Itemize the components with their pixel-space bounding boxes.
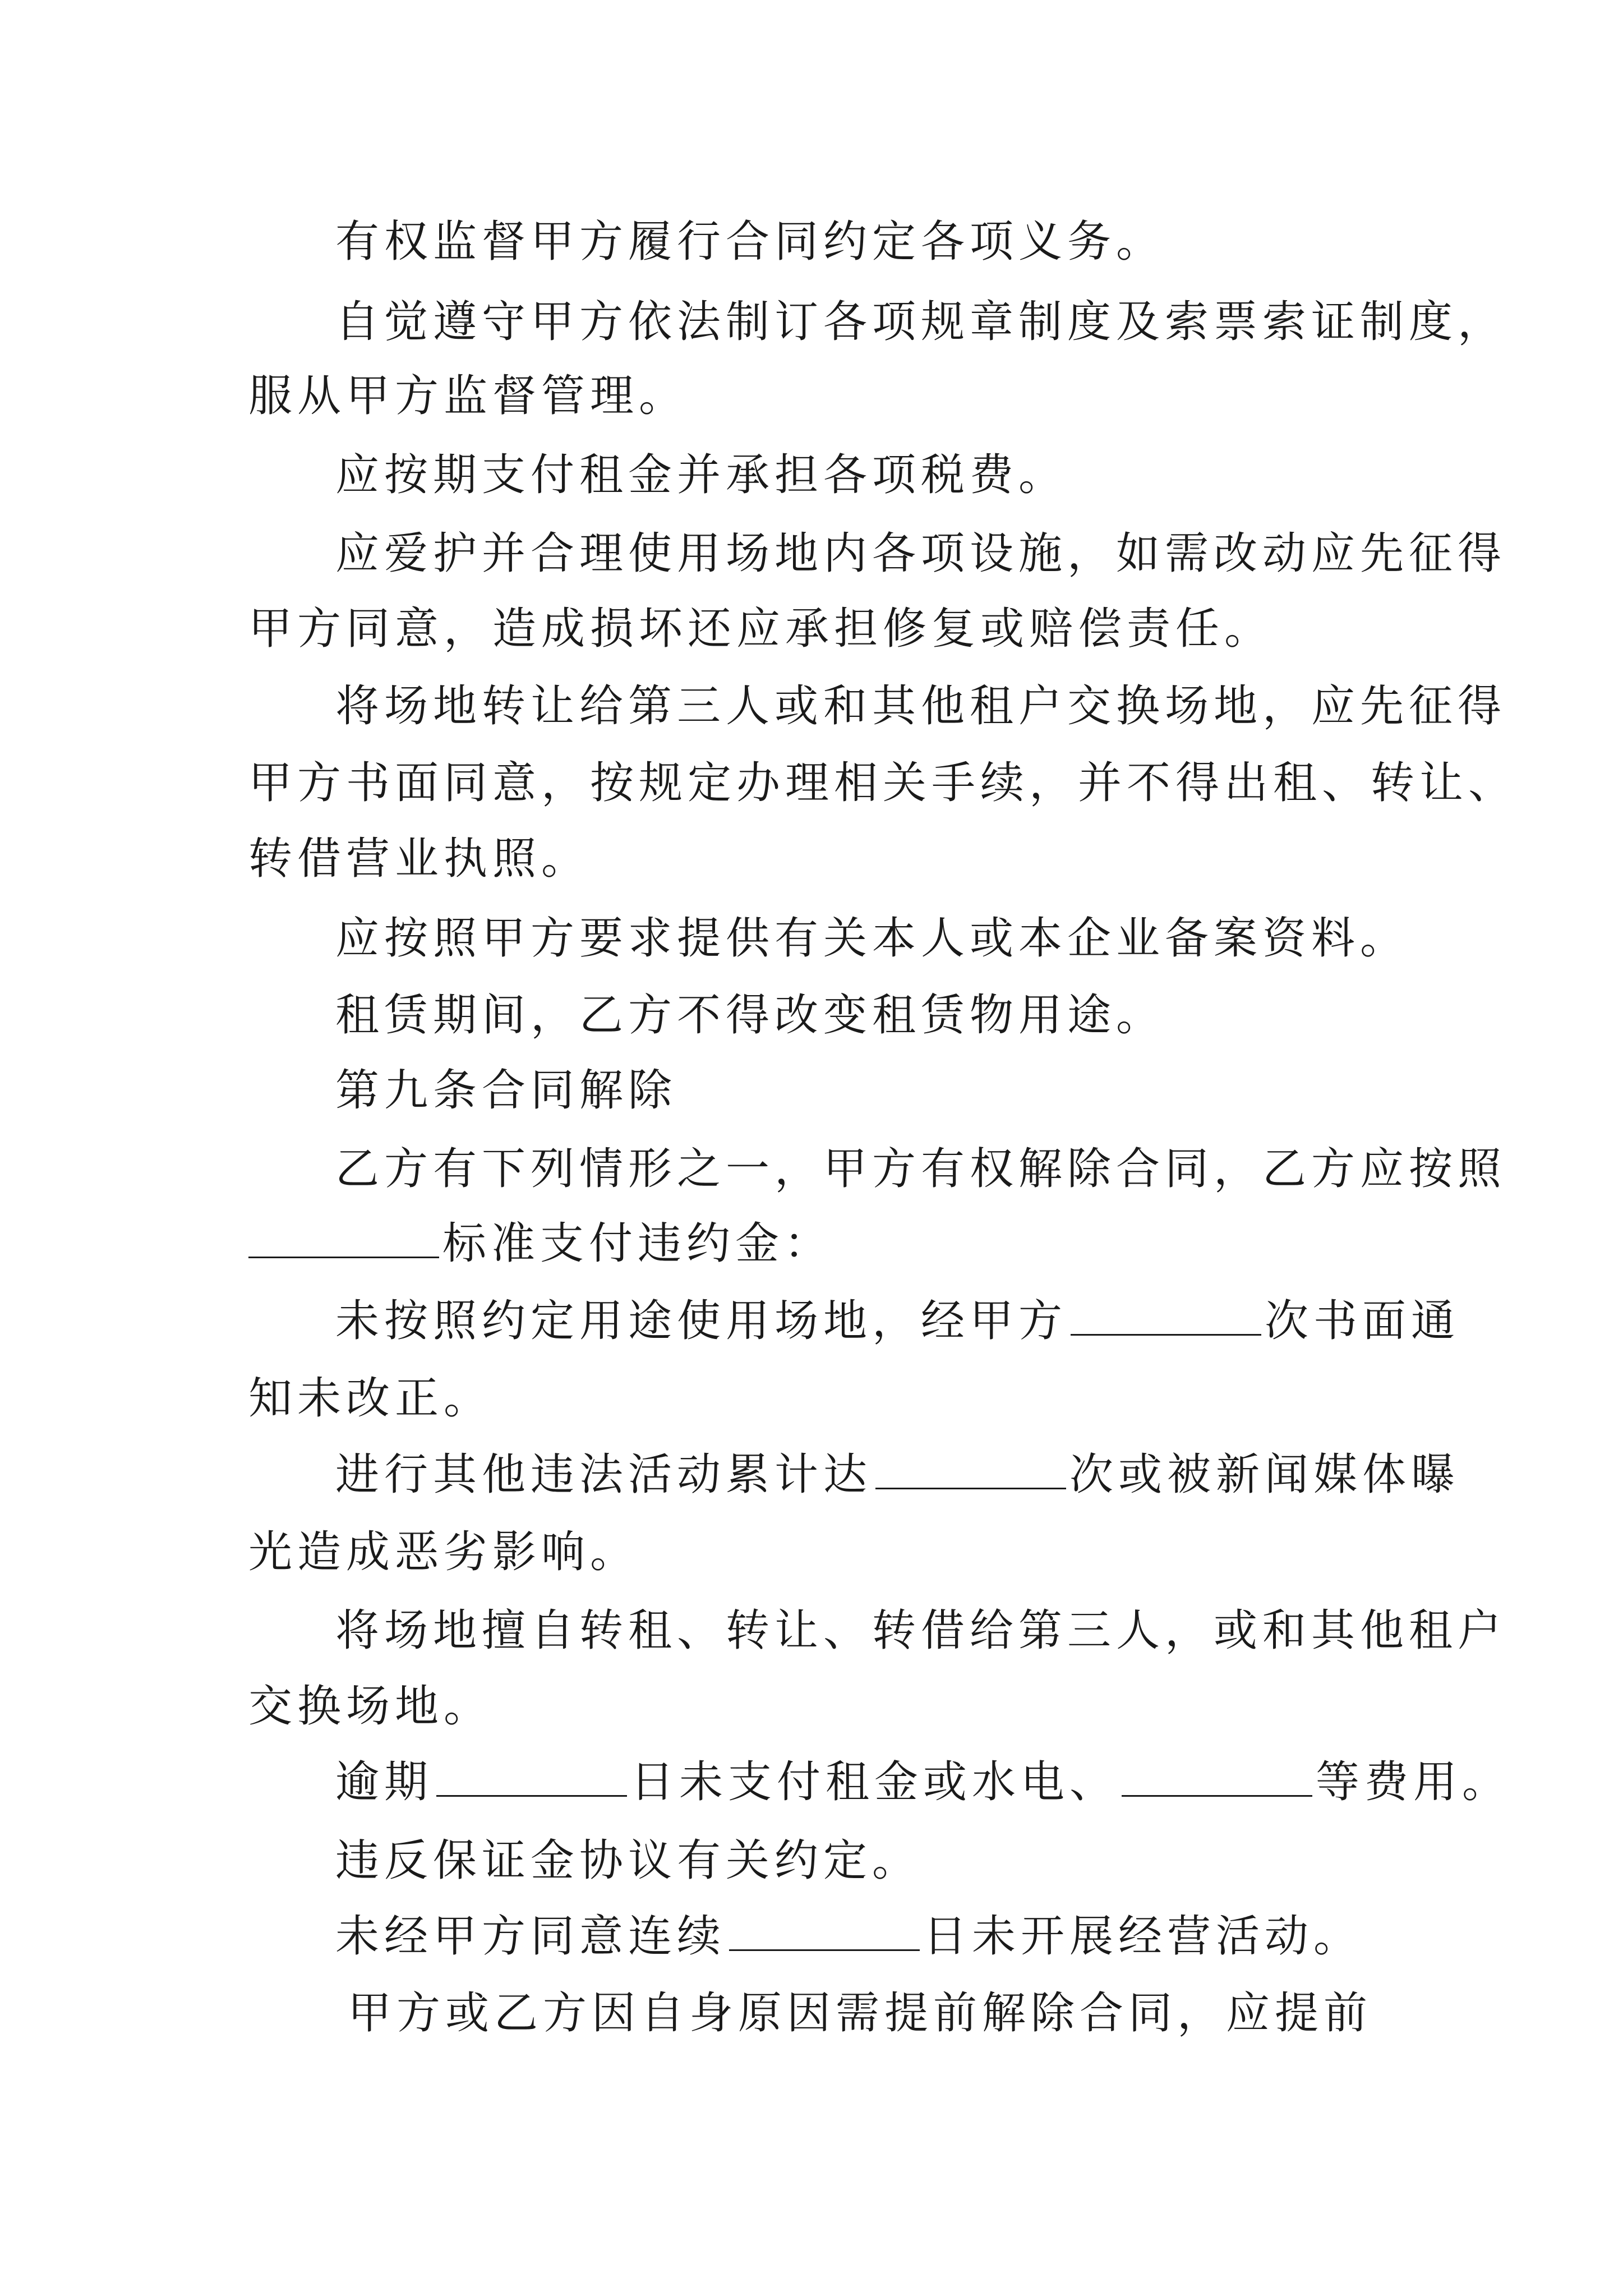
paragraph-transfer-line2: 甲方书面同意，按规定办理相关手续，并不得出租、转让、 [248,758,1518,808]
paragraph-misuse-line2: 知未改正。 [248,1373,493,1424]
paragraph-early-termination: 甲方或乙方因自身原因需提前解除合同，应提前 [348,1988,1373,2039]
text-segment: 次或被新闻媒体曝 [1069,1450,1460,1500]
paragraph-sublease-line2: 交换场地。 [248,1681,493,1732]
text-segment: 标准支付违约金： [442,1218,833,1269]
paragraph-illegal-line2: 光造成恶劣影响。 [248,1527,639,1577]
paragraph-pay-rent: 应按期支付租金并承担各项税费。 [335,450,1068,500]
blank-line [436,1760,627,1797]
paragraph-sublease-line1: 将场地擅自转租、转让、转借给第三人，或和其他租户 [335,1605,1507,1656]
paragraph-deposit-violation: 违反保证金协议有关约定。 [335,1835,921,1886]
paragraph-transfer-line1: 将场地转让给第三人或和其他租户交换场地，应先征得 [335,681,1507,731]
text-segment: 次书面通 [1265,1296,1460,1346]
paragraph-filing-materials: 应按照甲方要求提供有关本人或本企业备案资料。 [335,913,1409,964]
text-segment: 日未开展经营活动。 [923,1911,1363,1962]
paragraph-misuse-line1 [335,1296,1460,1346]
paragraph-illegal-line1 [335,1450,1460,1500]
paragraph-overdue [335,1757,1511,1807]
paragraph-comply-rules-line1: 自觉遵守甲方依法制订各项规章制度及索票索证制度， [335,297,1507,347]
text-segment: 日未支付租金或水电、 [630,1757,1119,1807]
text-segment: 等费用。 [1316,1757,1511,1807]
text-segment: 进行其他违法活动累计达 [335,1450,873,1500]
text-segment: 未经甲方同意连续 [335,1911,726,1962]
text-segment: 未按照约定用途使用场地，经甲方 [335,1296,1068,1346]
paragraph-facilities-line1: 应爱护并合理使用场地内各项设施，如需改动应先征得 [335,528,1507,579]
paragraph-supervise-rights: 有权监督甲方履行合同约定各项义务。 [335,217,1165,267]
blank-line [1122,1760,1312,1797]
paragraph-transfer-line3: 转借营业执照。 [248,834,591,884]
paragraph-facilities-line2: 甲方同意，造成损坏还应承担修复或赔偿责任。 [248,604,1274,654]
paragraph-comply-rules-line2: 服从甲方监督管理。 [248,371,688,421]
paragraph-termination-line1: 乙方有下列情形之一，甲方有权解除合同，乙方应按照 [335,1144,1507,1194]
paragraph-lease-purpose: 租赁期间，乙方不得改变租赁物用途。 [335,990,1165,1041]
section-heading-article-9: 第九条合同解除 [335,1065,677,1116]
blank-line [1071,1299,1261,1336]
paragraph-no-operation [335,1911,1363,1962]
blank-line [729,1915,920,1951]
blank-line [875,1453,1066,1489]
blank-line [248,1222,439,1258]
paragraph-termination-line2 [248,1218,833,1269]
text-segment: 逾期 [335,1757,434,1807]
